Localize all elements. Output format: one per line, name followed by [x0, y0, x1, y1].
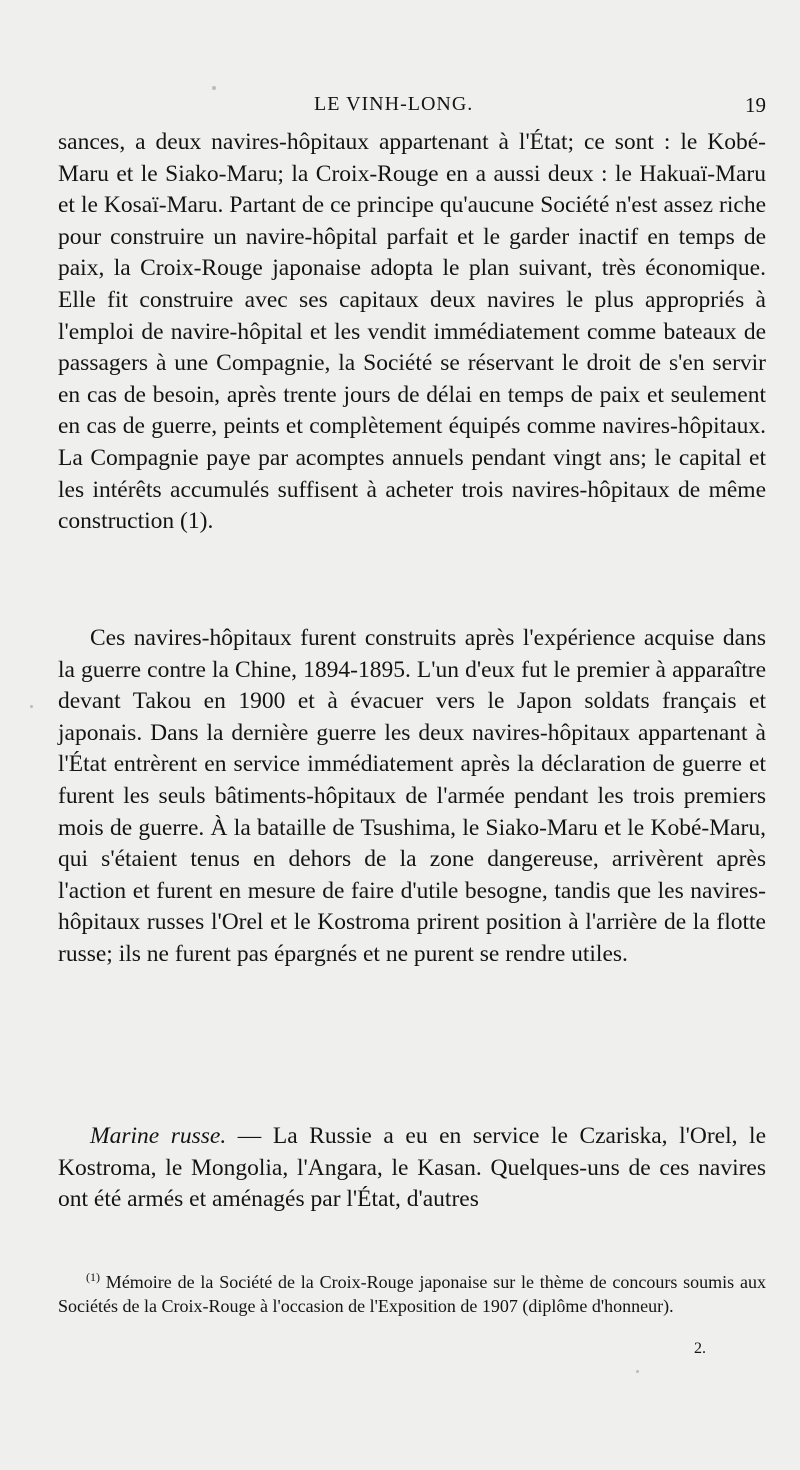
footnote-text: Mémoire de la Société de la Croix-Rouge japonaise sur le thème de concours soumis aux Sociétés de la Croix-Rouge à l'occasion de l'Exposition de 1907 (diplôme d'honneur). [58, 1272, 766, 1316]
footnote [58, 1265, 766, 1318]
footnote-marker: (1) [86, 1270, 100, 1284]
scan-speck [212, 86, 216, 90]
scan-speck [30, 705, 33, 708]
paragraph-2: Ces navires-hôpitaux furent construits après l'expérience acquise dans la guerre contre la Chine, 1894-1895. L'un d'eux fut le premier à apparaître devant Takou en 1900 et à évacuer vers le Japon soldats français et japonais. Dans la dernière guerre les deux navires-hôpitaux appartenant à l'État entrèrent en service immédiatement après la déclaration de guerre et furent les seuls bâtiments-hôpitaux de l'armée pendant les trois premiers mois de guerre. À la bataille de Tsushima, le Siako-Maru et le Kobé-Maru, qui s'étaient tenus en dehors de la zone dangereuse, arrivèrent après l'action et furent en mesure de faire d'utile besogne, tandis que les navires-hôpitaux russes l'Orel et le Kostroma prirent position à l'arrière de la flotte russe; ils ne furent pas épargnés et ne purent se rendre utiles. [58, 625, 766, 967]
running-title: LE VINH-LONG. [314, 93, 474, 115]
paragraph-3-text: — La Russie a eu en service le Czariska, l'Orel, le Kostroma, le Mongolia, l'Angara, le Kasan. Quelques-uns de ces navires ont été armés et aménagés par l'État, d'autres [58, 1123, 767, 1213]
page-header [58, 93, 766, 123]
signature-mark: 2. [694, 1340, 706, 1357]
page-number: 19 [745, 93, 766, 117]
paragraph-3 [58, 1121, 766, 1216]
section-lead: Marine russe. [90, 1123, 227, 1149]
scan-speck [636, 1370, 639, 1373]
paragraph-1: sances, a deux navires-hôpitaux appartenant à l'État; ce sont : le Kobé-Maru et le Siako-Maru; la Croix-Rouge en a aussi deux : le Hakuaï-Maru et le Kosaï-Maru. Partant de ce principe qu'aucune Société n'est assez riche pour construire un navire-hôpital parfait et le garder inactif en temps de paix, la Croix-Rouge japonaise adopta le plan suivant, très économique. Elle fit construire avec ses capitaux deux navires le plus appropriés à l'emploi de navire-hôpital et les vendit immédiatement comme bateaux de passagers à une Compagnie, la Société se réservant le droit de s'en servir en cas de besoin, après trente jours de délai en temps de paix et seulement en cas de guerre, peints et complètement équipés comme navires-hôpitaux. La Compagnie paye par acomptes annuels pendant vingt ans; le capital et les intérêts accumulés suffisent à acheter trois navires-hôpitaux de même construction (1). [58, 129, 766, 535]
